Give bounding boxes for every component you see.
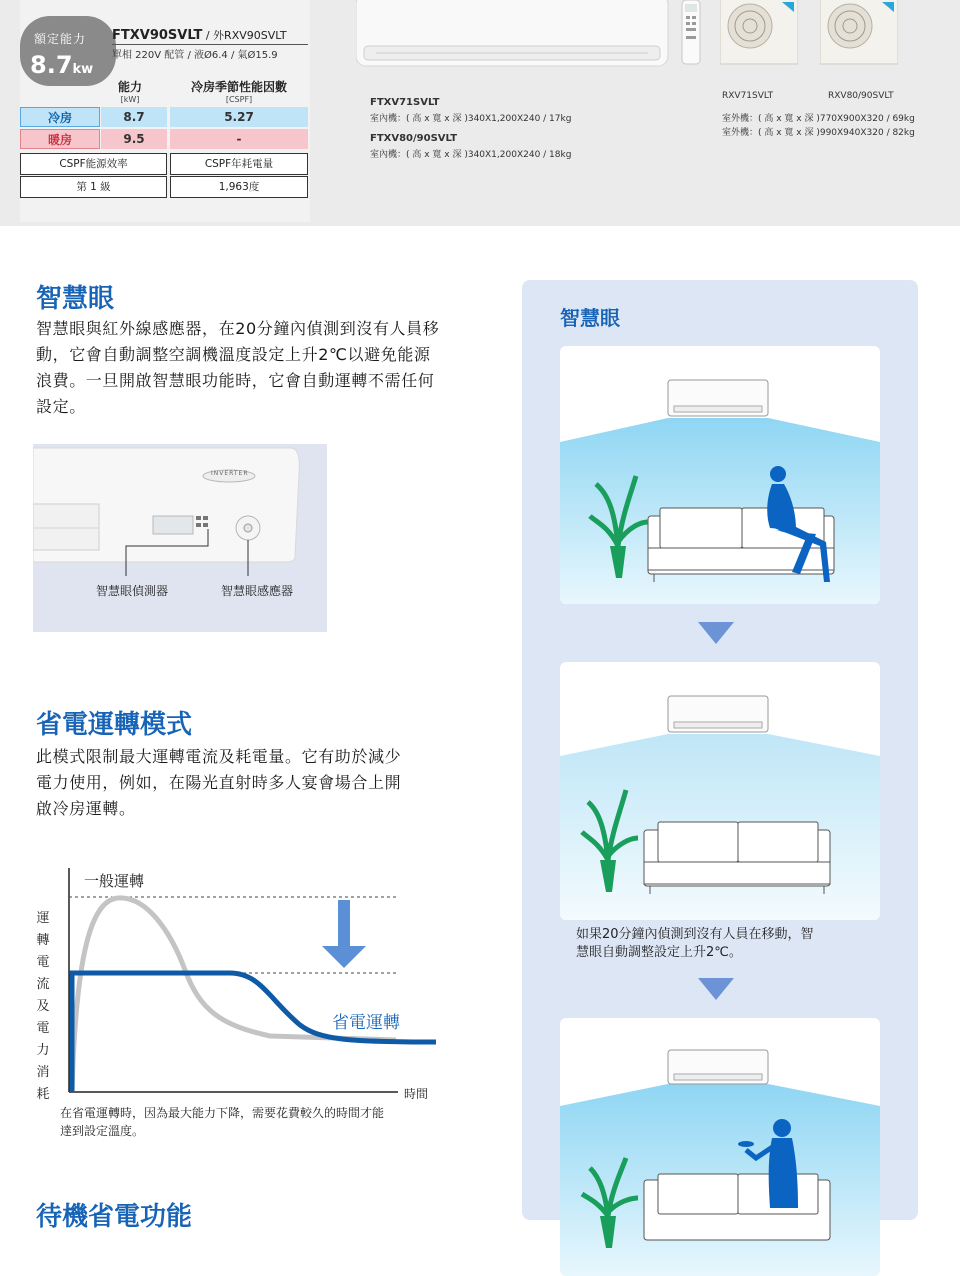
indoor-71-model: FTXV71SVLT bbox=[370, 97, 440, 108]
col-capacity-header: 能力 [kW] bbox=[117, 80, 142, 104]
smart-eye-title: 智慧眼 bbox=[36, 284, 115, 314]
chart-y-axis-label: 運 轉 電 流 及 電 力 消 耗 bbox=[36, 911, 50, 1102]
model-divider bbox=[112, 44, 308, 45]
remote-control-image bbox=[680, 0, 702, 66]
scene-person-present bbox=[560, 346, 880, 604]
power-save-title: 省電運轉模式 bbox=[36, 710, 193, 740]
capacity-badge bbox=[20, 16, 116, 86]
flow-arrow-2 bbox=[698, 978, 734, 1000]
outdoor-80-model: RXV80/90SVLT bbox=[828, 91, 894, 101]
power-save-label: 省電運轉 bbox=[332, 1013, 400, 1033]
indoor-unit-image bbox=[356, 0, 674, 68]
smart-eye-photo bbox=[33, 444, 327, 632]
indoor-80-dims: 室內機：( 高 x 寬 x 深 )340X1,200X240 / 18kg bbox=[370, 150, 572, 160]
outdoor-unit-80-image bbox=[820, 0, 898, 66]
flow-arrow-1 bbox=[698, 622, 734, 644]
indoor-71-dims: 室內機：( 高 x 寬 x 深 )340X1,200X240 / 17kg bbox=[370, 114, 572, 124]
outdoor-71-dims: 室外機：( 高 x 寬 x 深 )770X900X320 / 69kg bbox=[722, 114, 915, 124]
power-save-note: 在省電運轉時，因為最大能力下降，需要花費較久的時間才能 達到設定溫度。 bbox=[60, 1106, 385, 1138]
consumption-value: 1,963度 bbox=[170, 176, 308, 198]
sensor-callout: 智慧眼感應器 bbox=[221, 584, 294, 598]
normal-operation-label: 一般運轉 bbox=[84, 872, 145, 890]
smart-eye-description: 智慧眼與紅外線感應器，在20分鐘內偵測到沒有人員移 動，它會自動調整空調機溫度設定上升2℃以避免能源 浪費。一旦開啟智慧眼功能時，它會自動運轉不需任何 設定。 bbox=[36, 319, 440, 416]
model-title: FTXV90SVLT / 外RXV90SVLT bbox=[112, 28, 287, 43]
efficiency-label: CSPF能源效率 bbox=[20, 153, 167, 175]
cool-label: 冷房 bbox=[20, 107, 100, 127]
outdoor-unit-71-image bbox=[720, 0, 798, 66]
detector-callout: 智慧眼偵測器 bbox=[96, 584, 169, 598]
efficiency-value: 第 1 級 bbox=[20, 176, 167, 198]
reduction-arrow bbox=[322, 900, 366, 968]
badge-value: 8.7kw bbox=[30, 51, 94, 79]
heat-label: 暖房 bbox=[20, 129, 100, 149]
scene-person-returns bbox=[560, 1018, 880, 1276]
cool-cspf: 5.27 bbox=[170, 107, 308, 127]
time-label: 時間 bbox=[404, 1087, 429, 1101]
outdoor-80-dims: 室外機：( 高 x 寬 x 深 )990X940X320 / 82kg bbox=[722, 128, 915, 138]
badge-label: 額定能力 bbox=[34, 32, 87, 46]
indoor-80-model: FTXV80/90SVLT bbox=[370, 133, 458, 144]
heat-capacity: 9.5 bbox=[101, 129, 167, 149]
scene-empty-room bbox=[560, 662, 880, 920]
outdoor-71-model: RXV71SVLT bbox=[722, 91, 774, 101]
panel-caption: 如果20分鐘內偵測到沒有人員在移動，智 慧眼自動調整設定上升2℃。 bbox=[576, 927, 814, 960]
brand-plate: INVERTER bbox=[211, 470, 249, 477]
power-save-chart bbox=[20, 860, 460, 1110]
standby-save-title: 待機省電功能 bbox=[36, 1202, 193, 1232]
cool-capacity: 8.7 bbox=[101, 107, 167, 127]
consumption-label: CSPF年耗電量 bbox=[170, 153, 308, 175]
model-subtitle: 單相 220V 配管 / 液Ø6.4 / 氣Ø15.9 bbox=[112, 50, 278, 61]
panel-title: 智慧眼 bbox=[560, 306, 620, 330]
col-cspf-header: 冷房季節性能因數 [CSPF] bbox=[190, 80, 287, 104]
heat-cspf: - bbox=[170, 129, 308, 149]
power-save-description: 此模式限制最大運轉電流及耗電量。它有助於減少 電力使用，例如，在陽光直射時多人宴會場合上開 啟冷房運轉。 bbox=[36, 747, 402, 818]
